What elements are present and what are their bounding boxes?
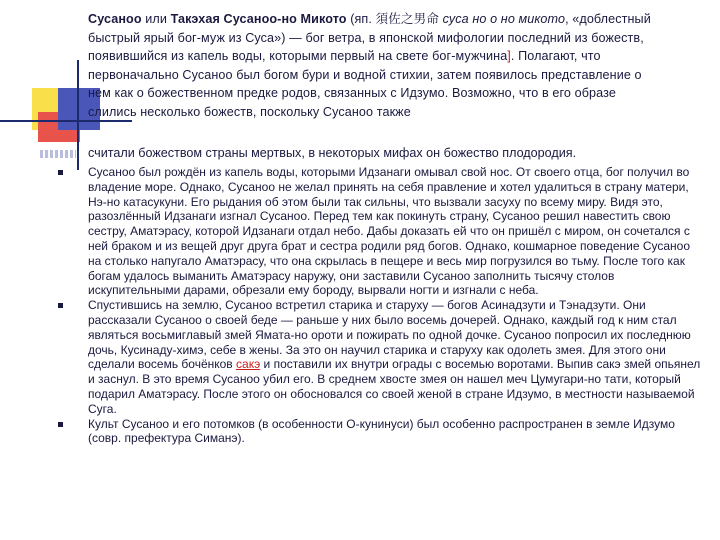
japanese-name: (яп. 須佐之男命: [346, 12, 443, 26]
intro-paragraph: [88, 10, 668, 122]
list-item-text: [88, 298, 703, 416]
title-or: или: [141, 12, 171, 26]
intro-description-cont: . Полагают, что первоначально Сусаноо был богом бури и водной стихии, затем появилось представление о нем как о божественном предке родов, связанных с Идзумо. Возможно, что в его образе слились несколько божеств, поскольку Сусаноо также: [88, 49, 642, 119]
list-item-text-part: Спустившись на землю, Сусаноо встретил старика и старуху — богов Асинадзути и Тэнадзути. Они рассказали Сусаноо о своей беде — раньше у них было восемь дочерей. Однако, каждый год к ним стал являться восьмиглавый змей Ямата-но ороти и пожирать по одной дочке. Сусаноо попросил их последнюю дочь, Кусинаду-химэ, себе в жены. За это он научил старика и старуху как одолеть змея. Для этого они сделали восемь бочёнков: [88, 298, 691, 372]
japanese-reading: суса но о но микото: [442, 12, 566, 26]
list-item-text-part: и поставили их внутри ограды с восемью воротами. Выпив сакэ змей опьянел и заснул. В это время Сусаноо убил его. В среднем хвосте змея он нашел меч Цумугари-но тати, который подарил Аматэрасу. После этого он обосновался со своей женой в стране Идзумо, в местности называемой Суга.: [88, 357, 701, 416]
list-item-text-part: Сусаноо был рождён из капель воды, которыми Идзанаги омывал свой нос. От своего отца, бог получил во владение море. Однако, Сусаноо не желал принять на себя правление и хотел удалиться в страну матери, Нэ-но катасукуни. Его рыдания об этом были так сильны, что вызвали засуху по всему миру. Видя это, разозлённый Идзанаги изгнал Сусаноо. Перед тем как покинуть страну, Сусаноо решил навестить свою сестру, Аматэрасу, которой Идзанаги отдал небо. Дабы доказать ей что он пришёл с миром, он сочетался с ней браком и из вещей друг друга брат и сестра родили ряд богов. Однако, кошмарное поведение Сусаноо на столько напугало Аматэрасу, что она скрылась в пещере и весь мир погрузился во тьму. После того как богам удалось выманить Аматэрасу наружу, они заставили Сусаноо заполнить тысячу столов искупительными дарами, обрезали ему бороду, вырвали ногти и изгнали с неба.: [88, 165, 691, 298]
reference-mark[interactable]: ]: [507, 49, 511, 64]
list-item: [58, 165, 703, 298]
decor-vertical-line: [77, 60, 79, 170]
bullet-list: [58, 165, 703, 446]
bullet-icon: [58, 170, 63, 175]
title-full-name: Такэхая Сусаноо-но Микото: [170, 12, 347, 26]
list-item-text: [88, 165, 703, 298]
bullet-icon: [58, 422, 63, 427]
decor-dotted-strip: [40, 150, 76, 158]
list-item-text-part: Культ Сусаноо и его потомков (в особенности О-кунинуси) был особенно распространен в земле Идзумо (совр. префектура Симанэ).: [88, 416, 675, 446]
list-item-text: [88, 417, 703, 447]
intro-description: , «доблестный быстрый ярый бог-муж из Суса») — бог ветра, в японской мифологии последний из божеств, появившийся из капель воды, которыми первый на свете бог-мужчина: [88, 12, 651, 64]
bullet-icon: [58, 303, 63, 308]
title-name: Сусаноо: [88, 12, 142, 26]
sake-link[interactable]: сакэ: [236, 357, 261, 372]
list-item: [58, 298, 703, 416]
list-item: [58, 417, 703, 447]
intro-continuation: считали божеством страны мертвых, в некоторых мифах он божество плодородия.: [88, 146, 577, 160]
